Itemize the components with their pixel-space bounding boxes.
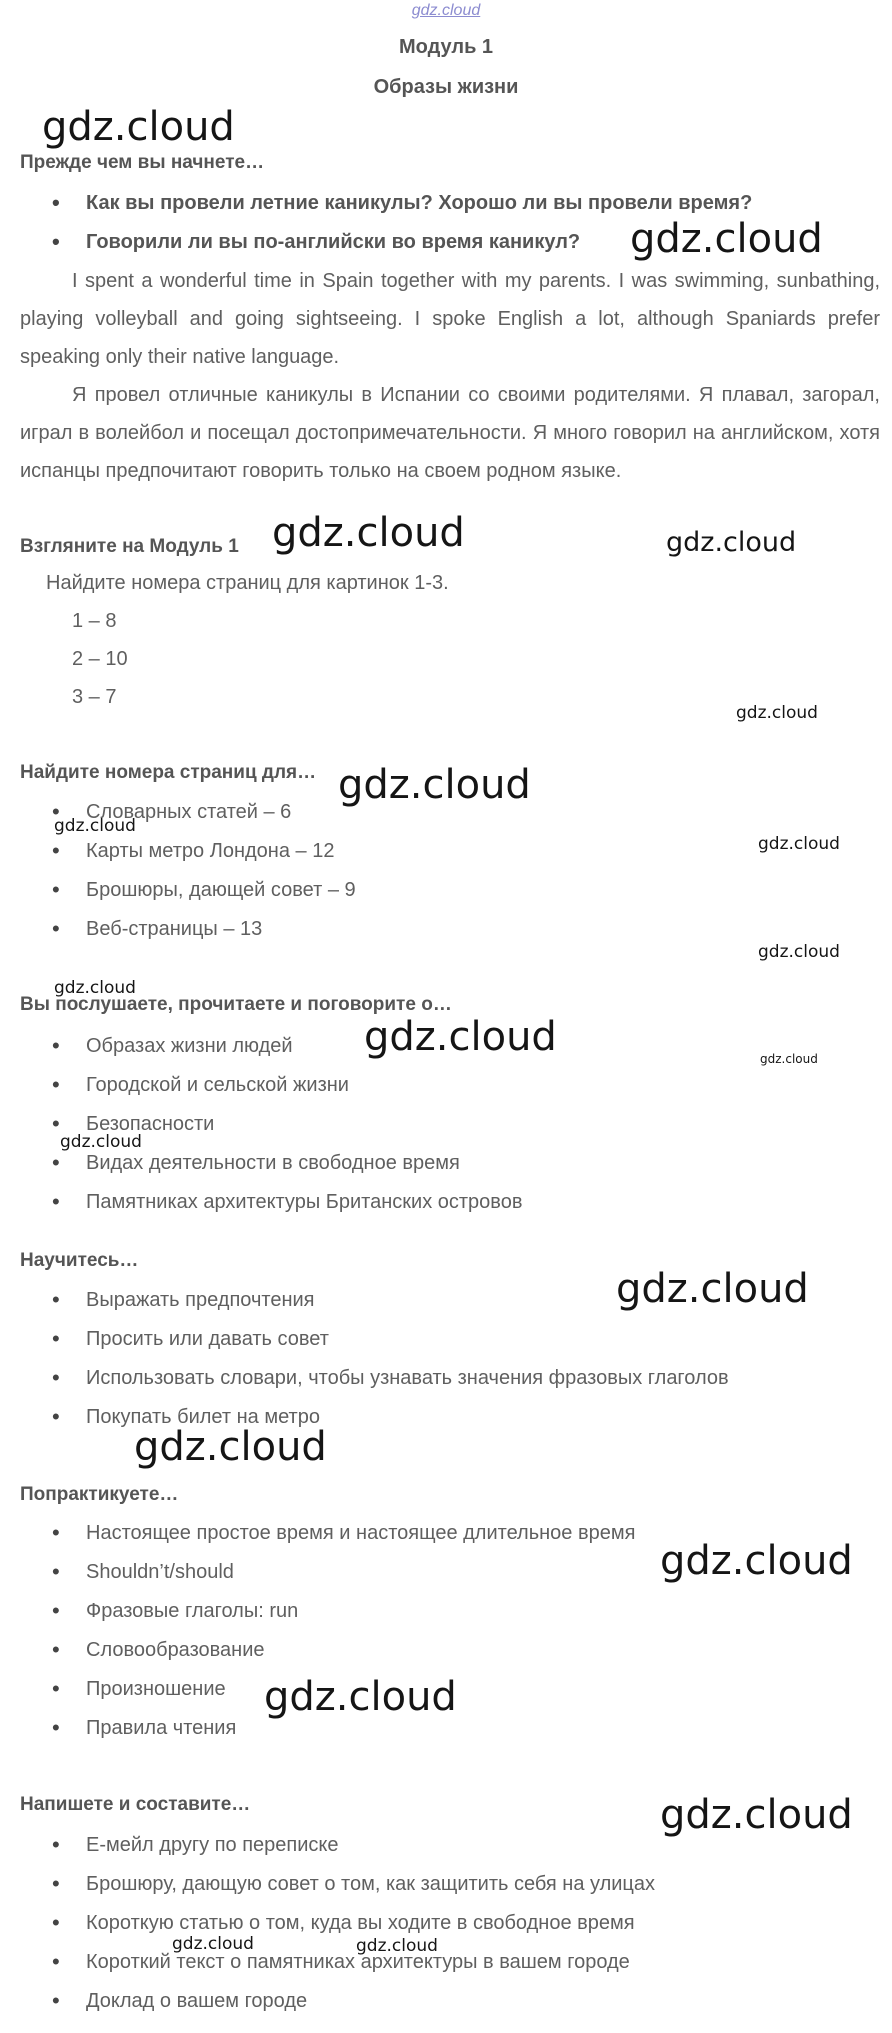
watermark: gdz.cloud: [630, 216, 823, 262]
answer-line: 1 – 8: [72, 610, 117, 632]
watermark: gdz.cloud: [338, 762, 531, 808]
list-item: • Фразовые глаголы: run: [0, 1596, 635, 1635]
list-item: • Доклад о вашем городе: [0, 1986, 655, 2025]
list-item: • Словообразование: [0, 1635, 635, 1674]
list-item: • Веб-страницы – 13: [0, 914, 356, 953]
list-item: • Как вы провели летние каникулы? Хорошо ли вы провели время?: [0, 188, 752, 227]
list-item: • Словарных статей – 6: [0, 797, 356, 836]
list-item: • Говорили ли вы по-английски во время каникул?: [0, 227, 752, 266]
section-heading-look-module: Взгляните на Модуль 1: [20, 536, 239, 557]
list-item: • Безопасности: [0, 1109, 522, 1148]
section-heading-write: Напишете и составите…: [20, 1794, 251, 1815]
watermark: gdz.cloud: [660, 1792, 853, 1838]
list-item: • Shouldn’t/should: [0, 1557, 635, 1596]
list-item: • Настоящее простое время и настоящее длительное время: [0, 1518, 635, 1557]
watermark: gdz.cloud: [616, 1266, 809, 1312]
watermark: gdz.cloud: [666, 527, 797, 558]
list-item: • Брошюры, дающей совет – 9: [0, 875, 356, 914]
instruction-text: Найдите номера страниц для картинок 1-3.: [46, 572, 449, 594]
watermark: gdz.cloud: [272, 510, 465, 556]
section-heading-learn: Научитесь…: [20, 1250, 139, 1271]
listen-read-list: [0, 1031, 522, 1226]
list-item: • Покупать билет на метро: [0, 1402, 729, 1441]
list-item: • Короткий текст о памятниках архитектуры в вашем городе: [0, 1947, 655, 1986]
watermark: gdz.cloud: [758, 834, 840, 854]
watermark: gdz.cloud: [356, 1936, 438, 1956]
list-item: • Карты метро Лондона – 12: [0, 836, 356, 875]
answer-english: I spent a wonderful time in Spain together with my parents. I was swimming, sunbathing, playing volleyball and going sightseeing. I spoke English a lot, although Spaniards prefer speaking only their native language.: [20, 270, 880, 368]
list-item: • Выражать предпочтения: [0, 1285, 729, 1324]
module-title: Модуль 1: [398, 36, 494, 58]
list-item: • Е-мейл другу по переписке: [0, 1830, 655, 1869]
watermark: gdz.cloud: [660, 1538, 853, 1584]
list-item: • Короткую статью о том, куда вы ходите в свободное время: [0, 1908, 655, 1947]
list-item: • Видах деятельности в свободное время: [0, 1148, 522, 1187]
watermark: gdz.cloud: [60, 1132, 142, 1152]
watermark: gdz.cloud: [42, 104, 235, 150]
list-item: • Произношение: [0, 1674, 635, 1713]
top-watermark: gdz.cloud: [411, 2, 481, 19]
answer-line: 2 – 10: [72, 648, 128, 670]
section-heading-practice: Попрактикуете…: [20, 1484, 179, 1505]
watermark: gdz.cloud: [758, 942, 840, 962]
watermark: gdz.cloud: [736, 703, 818, 723]
section-heading-find-pages: Найдите номера страниц для…: [20, 762, 317, 783]
module-subtitle: Образы жизни: [373, 76, 519, 98]
watermark: gdz.cloud: [264, 1674, 457, 1720]
section-heading-before-start: Прежде чем вы начнете…: [20, 152, 265, 173]
list-item: • Памятниках архитектуры Британских островов: [0, 1187, 522, 1226]
answer-russian: Я провел отличные каникулы в Испании со своими родителями. Я плавал, загорал, играл в волейбол и посещал достопримечательности. Я много говорил на английском, хотя испанцы предпочитают говорить только на своем родном языке.: [20, 384, 880, 482]
list-item: • Брошюру, дающую совет о том, как защитить себя на улицах: [0, 1869, 655, 1908]
write-list: [0, 1830, 655, 2025]
list-item: • Правила чтения: [0, 1713, 635, 1752]
watermark: gdz.cloud: [54, 978, 136, 998]
list-item: • Образах жизни людей: [0, 1031, 522, 1070]
list-item: • Использовать словари, чтобы узнавать значения фразовых глаголов: [0, 1363, 729, 1402]
watermark: gdz.cloud: [134, 1424, 327, 1470]
watermark: gdz.cloud: [760, 1052, 818, 1066]
list-item: • Просить или давать совет: [0, 1324, 729, 1363]
list-item: • Городской и сельской жизни: [0, 1070, 522, 1109]
watermark: gdz.cloud: [172, 1934, 254, 1954]
watermark: gdz.cloud: [54, 816, 136, 836]
section-heading-listen-read: Вы послушаете, прочитаете и поговорите о…: [20, 994, 452, 1015]
watermark: gdz.cloud: [364, 1014, 557, 1060]
answer-line: 3 – 7: [72, 686, 117, 708]
